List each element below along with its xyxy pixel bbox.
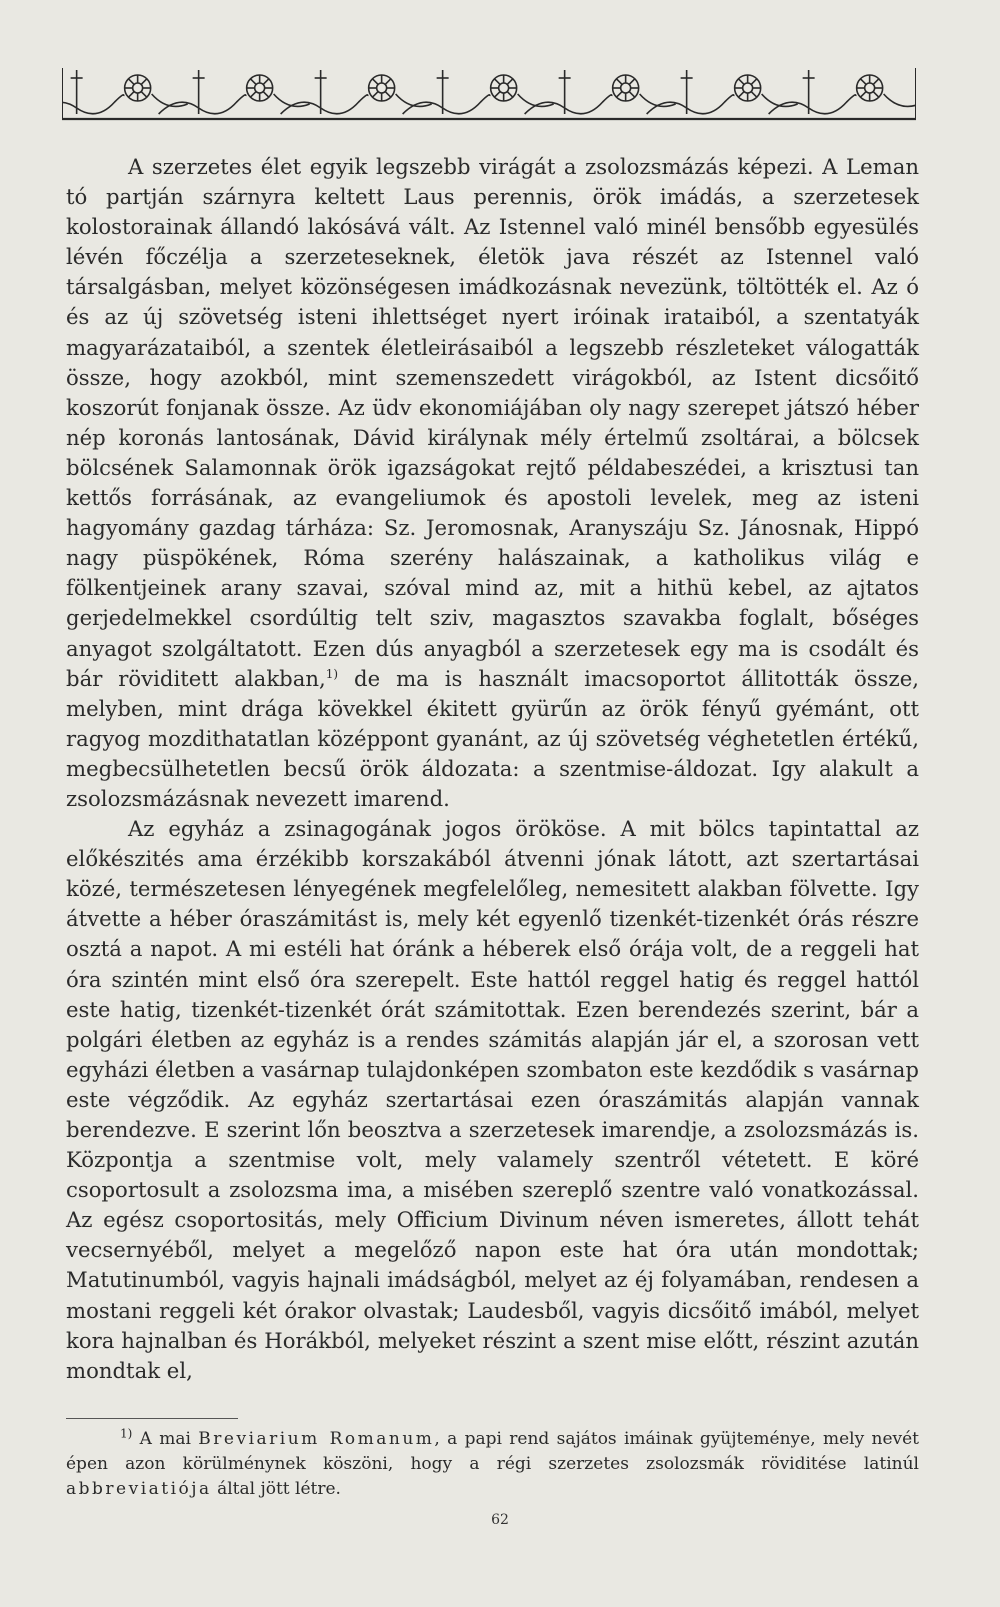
page-number: 62 [491, 1512, 509, 1528]
paragraph-2: Az egyház a zsinagogának jogos örököse. A mit bölcs tapintattal az előkészités ama érzékibb korszakából átvenni jónak látott, azt szertartásai közé, természetesen lényegének megfelelőleg, nemesitett alakban fölvette. Igy átvette a héber óraszámitást is, mely két egyenlő tizenkét-tizenkét órás részre osztá a napot. A mi estéli hat óránk a héberek első órája volt, de a reggeli hat óra szintén mint első óra szerepelt. Este hattól reggel hatig és reggel hattól este hatig, tizenkét-tizenkét órát számitottak. Ezen berendezés szerint, bár a polgári életben az egyház is a rendes számitás alapján jár el, a szorosan vett egyházi életben a vasárnap tulajdonképen szombaton este kezdődik s vasárnap este végződik. Az egyház szertartásai ezen óraszámitás alapján vannak berendezve. E szerint lőn beosztva a szerzetesek imarendje, a zsolozsmázás is. Központja a szentmise volt, mely valamely szentről vétetett. E köré csoportosult a zsolozsma ima, a misében szereplő szentre való vonatkozással. Az egész csoportositás, mely Officium Divinum néven ismeretes, állott tehát vecsernyéből, melyet a megelőző napon este hat óra után mondottak; Matutinumból, vagyis hajnali imádságból, melyet az éj folyamában, rendesen a mostani reggeli két órakor olvastak; Laudesből, vagyis dicsőitő imából, melyet kora hajnalban és Horákból, melyeket részint a szent mise előtt, részint azután mondtak el, [66, 816, 919, 1383]
footnote-divider [66, 1418, 238, 1419]
footnote: $^{1)}$ A mai Breviarium Romanum, a papi rend sajátos imáinak gyüjteménye, mely nevét épen azon körülménynek köszöni, hogy a régi szerzetes zsolozsmák röviditése latinúl abbreviatiója által jött létre. [66, 1426, 919, 1499]
floral-vine-border-icon [62, 64, 916, 122]
body-text [66, 152, 919, 1386]
footnote-mark: 1) [120, 1426, 133, 1441]
paragraph-1: A szerzetes élet egyik legszebb virágát a zsolozsmázás képezi. A Leman tó partján szárnyra keltett Laus perennis, örök imádás, a szerzetesek kolostorainak állandó lakósává vált. Az Istennel való minél bensőbb egyesülés lévén főczélja a szerzeteseknek, életök java részét az Istennel való társalgásban, melyet közönségesen imádkozásnak nevezünk, töltötték el. Az ó és az új szövetség isteni ihlettséget nyert iróinak irataiból, a szentatyák magyarázataiból, a szentek életleirásaiból a legszebb részleteket válogatták össze, hogy azokból, mint szemenszedett virágokból, az Istent dicsőitő koszorút fonjanak össze. Az üdv ekonomiájában oly nagy szerepet játszó héber nép koronás lantosának, Dávid királynak mély értelmű zsoltárai, a bölcsek bölcsének Salamonnak örök igazságokat rejtő példabeszédei, a krisztusi tan kettős forrásának, az evangeliumok és apostoli levelek, meg az isteni hagyomány gazdag tárháza: Sz. Jeromosnak, Aranyszáju Sz. Jánosnak, Hippó nagy püspökének, Róma szerény halászainak, a katholikus világ e fölkentjeinek arany szavai, szóval mind az, mit a hithü kebel, az ajtatos gerjedelmekkel csordúltig telt sziv, magasztos szavakba foglalt, bőséges anyagot szolgáltatott. Ezen dús anyagból a szerzetesek egy ma is csodált és bár röviditett alakban,$^{1)}$ de ma is használt imacsoportot állitották össze, melyben, mint drága kövekkel ékitett gyürűn az örök fényű gyémánt, ott ragyog mozdithatatlan középpont gyanánt, az új szövetség véghetetlen értékű, megbecsülhetetlen becsű örök áldozata: a szentmise-áldozat. Igy alakult a zsolozsmázásnak nevezett imarend. [66, 154, 919, 811]
footnote-ref[interactable]: 1) [325, 666, 339, 681]
